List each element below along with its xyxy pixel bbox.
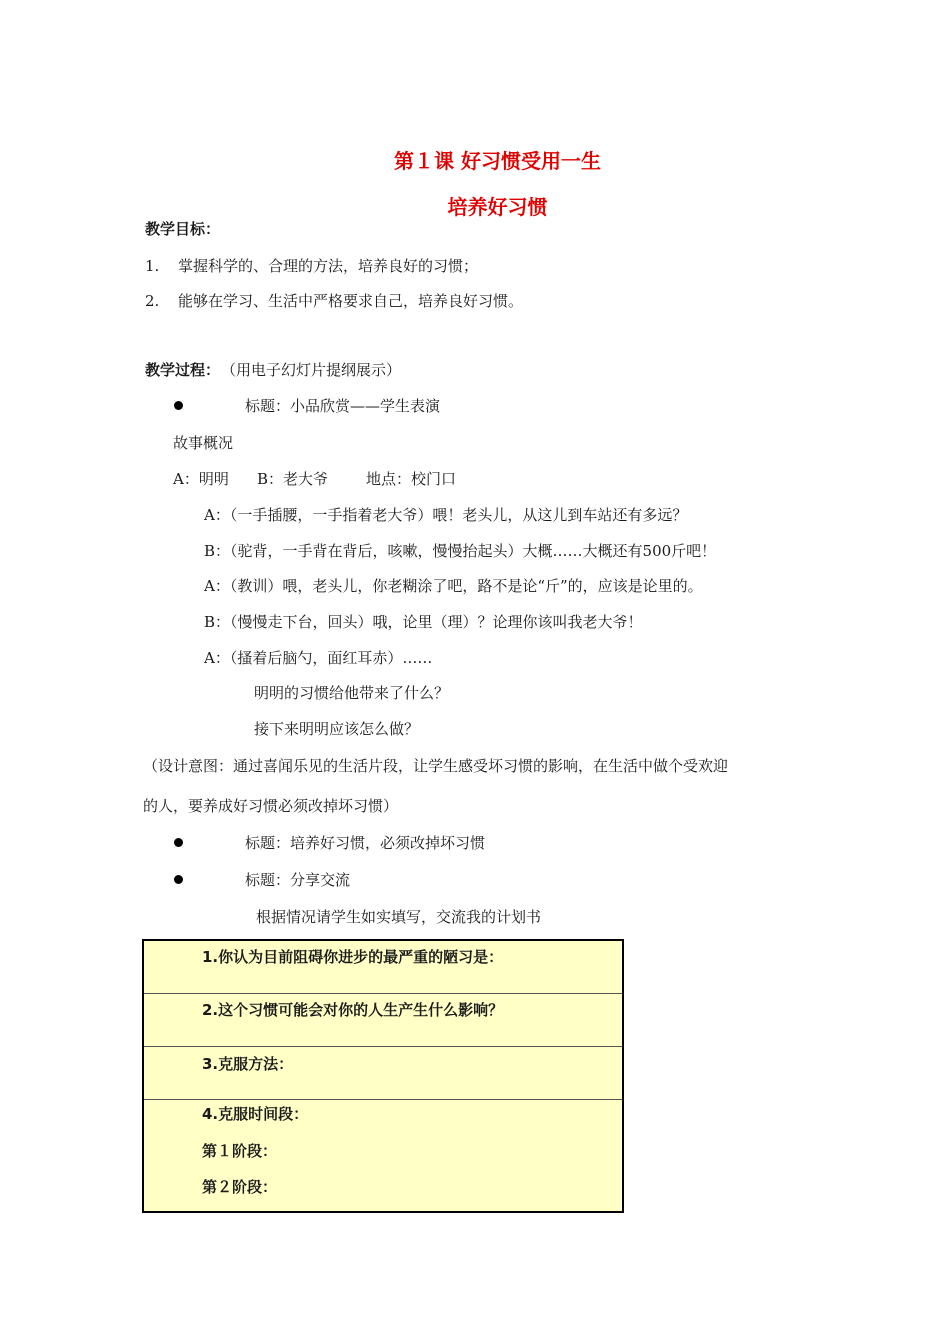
discussion-question: 明明的习惯给他带来了什么？ <box>254 684 450 702</box>
plan-table <box>142 939 624 1213</box>
plan-instruction: 根据情况请学生如实填写，交流我的计划书 <box>256 908 542 926</box>
dialogue-line: B：（驼背，一手背在背后，咳嗽，慢慢抬起头）大概……大概还有500斤吧！ <box>204 542 717 560</box>
plan-table-row <box>144 1047 622 1100</box>
objective-text-2: 能够在学习、生活中严格要求自己，培养良好习惯。 <box>178 292 524 310</box>
dialogue-line: A：（教训）喂，老头儿，你老糊涂了吧，路不是论“斤”的，应该是论里的。 <box>204 577 703 595</box>
objective-number-1: 1. <box>145 257 160 275</box>
plan-table-row <box>144 941 622 994</box>
dialogue-line: B：（慢慢走下台，回头）哦，论里（理）？论理你该叫我老大爷！ <box>204 613 643 631</box>
plan-stage-1: 第１阶段： <box>202 1142 278 1160</box>
story-summary-label: 故事概况 <box>173 434 234 452</box>
bullet-icon <box>174 838 183 847</box>
plan-question-4: 4.克服时间段： <box>202 1105 309 1123</box>
bullet-title-skit: 标题：小品欣赏——学生表演 <box>245 397 441 415</box>
plan-stage-2: 第２阶段： <box>202 1178 278 1196</box>
role-b: B：老大爷 <box>257 470 329 488</box>
objective-number-2: 2. <box>145 292 160 310</box>
process-note: （用电子幻灯片提纲展示） <box>221 361 402 379</box>
lesson-subtitle: 培养好习惯 <box>447 195 548 219</box>
bullet-title-share: 标题：分享交流 <box>245 871 351 889</box>
design-intent-line2: 的人，要养成好习惯必须改掉坏习惯） <box>143 797 399 815</box>
dialogue-line: A：（搔着后脑勺，面红耳赤）…… <box>204 649 433 667</box>
plan-table-row <box>144 994 622 1047</box>
plan-question-2: 2.这个习惯可能会对你的人生产生什么影响？ <box>202 1001 504 1019</box>
bullet-icon <box>174 875 183 884</box>
bullet-icon <box>174 401 183 410</box>
dialogue-line: A：（一手插腰，一手指着老大爷）喂！老头儿，从这儿到车站还有多远？ <box>204 506 688 524</box>
role-place: 地点：校门口 <box>366 470 457 488</box>
design-intent-line1: （设计意图：通过喜闻乐见的生活片段，让学生感受坏习惯的影响，在生活中做个受欢迎 <box>143 757 729 775</box>
plan-question-1: 1.你认为目前阻碍你进步的最严重的陋习是： <box>202 948 504 966</box>
plan-question-3: 3.克服方法： <box>202 1055 294 1073</box>
discussion-question: 接下来明明应该怎么做？ <box>254 720 420 738</box>
role-a: A：明明 <box>173 470 229 488</box>
bullet-title-habits: 标题：培养好习惯，必须改掉坏习惯 <box>245 834 486 852</box>
process-heading: 教学过程： <box>145 361 221 379</box>
plan-table-row <box>144 1100 622 1213</box>
lesson-title: 第１课 好习惯受用一生 <box>394 149 601 173</box>
objectives-heading: 教学目标： <box>145 220 221 238</box>
objective-text-1: 掌握科学的、合理的方法，培养良好的习惯； <box>178 257 479 275</box>
